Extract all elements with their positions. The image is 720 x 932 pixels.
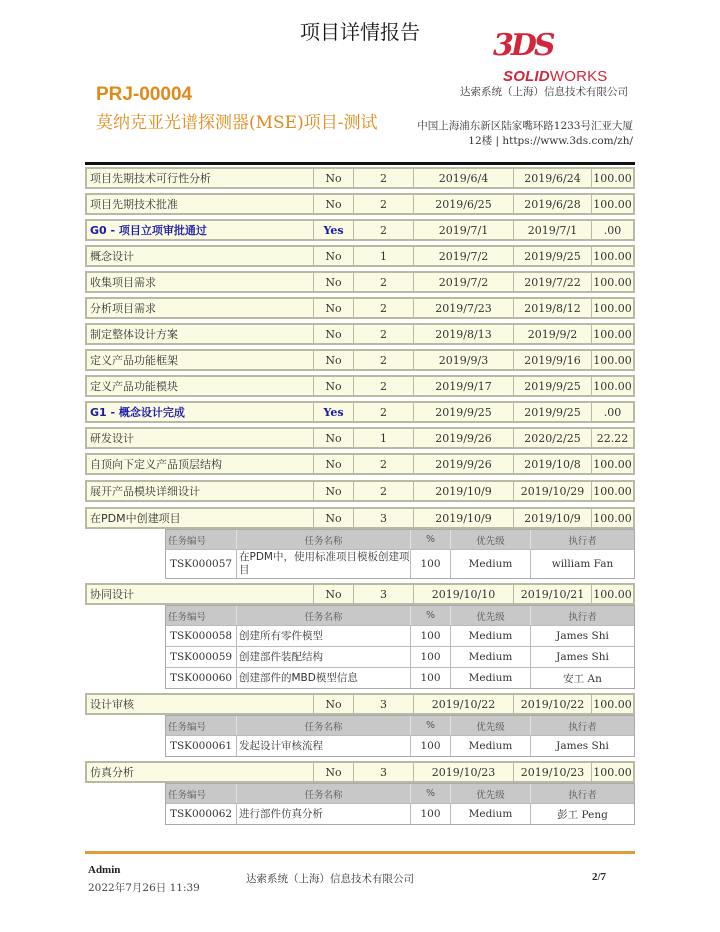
phase-milestone: No <box>314 482 354 500</box>
phase-row <box>85 349 635 371</box>
task-col-name: 任务名称 <box>237 530 411 549</box>
phase-percent: 100.00 <box>593 765 632 779</box>
phase-percent: 100.00 <box>593 379 632 393</box>
task-owner: James Shi <box>556 740 609 752</box>
phase-start-date: 2019/6/25 <box>414 195 514 213</box>
phase-percent: 100.00 <box>593 197 632 211</box>
task-col-owner: 执行者 <box>568 789 597 801</box>
phase-name: G1 - 概念设计完成 <box>87 403 314 421</box>
phase-start-date: 2019/9/25 <box>414 403 514 421</box>
task-id: TSK000062 <box>166 804 237 824</box>
task-col-pct: % <box>411 606 451 625</box>
phase-start-date: 2019/9/26 <box>414 455 514 473</box>
project-id: PRJ-00004 <box>96 84 193 105</box>
task-percent: 100 <box>411 550 451 578</box>
phase-start-date: 2019/9/3 <box>414 351 514 369</box>
phase-start-date: 2019/7/2 <box>414 247 514 265</box>
task-header-row <box>166 530 634 549</box>
task-row <box>166 735 634 756</box>
phase-level: 2 <box>354 482 414 500</box>
task-row <box>166 625 634 646</box>
task-col-pct: % <box>411 530 451 549</box>
task-owner: 安工 An <box>563 672 602 685</box>
phase-name: G0 - 项目立项审批通过 <box>87 221 314 239</box>
task-percent: 100 <box>411 736 451 756</box>
phase-level: 2 <box>354 351 414 369</box>
phase-milestone: No <box>314 299 354 317</box>
task-col-pct: % <box>411 784 451 803</box>
phase-level: 3 <box>354 585 414 603</box>
footer-user: Admin <box>88 864 121 876</box>
task-name: 在PDM中，使用标准项目模板创建项目 <box>239 551 410 576</box>
phase-percent: 100.00 <box>593 457 632 471</box>
task-col-name: 任务名称 <box>237 606 411 625</box>
phase-row <box>85 193 635 215</box>
phase-percent: 100.00 <box>593 171 632 185</box>
task-col-priority: 优先级 <box>451 784 531 803</box>
phase-start-date: 2019/10/10 <box>414 585 514 603</box>
phase-start-date: 2019/10/22 <box>414 695 514 713</box>
phase-percent: .00 <box>603 223 622 237</box>
phase-milestone: No <box>314 763 354 781</box>
phase-row <box>85 453 635 475</box>
phase-percent: 100.00 <box>593 587 632 601</box>
header-divider <box>85 162 635 165</box>
phase-start-date: 2019/10/9 <box>414 509 514 527</box>
task-col-id: 任务编号 <box>166 784 237 803</box>
task-id: TSK000057 <box>166 550 237 578</box>
phase-level: 2 <box>354 221 414 239</box>
task-col-id: 任务编号 <box>166 606 237 625</box>
page-number: 2/7 <box>592 871 607 883</box>
phase-start-date: 2019/7/2 <box>414 273 514 291</box>
task-owner: william Fan <box>551 558 614 570</box>
phase-row <box>85 427 635 449</box>
footer-company: 达索系统（上海）信息技术有限公司 <box>246 873 414 885</box>
task-row <box>166 646 634 667</box>
phase-level: 2 <box>354 299 414 317</box>
phase-row <box>85 583 635 605</box>
phase-start-date: 2019/10/9 <box>414 482 514 500</box>
phase-percent: 100.00 <box>593 697 632 711</box>
phase-milestone: No <box>314 585 354 603</box>
phase-name: 协同设计 <box>87 585 314 603</box>
phase-milestone: No <box>314 169 354 187</box>
task-owner: James Shi <box>556 630 609 642</box>
phase-milestone: No <box>314 455 354 473</box>
phase-level: 2 <box>354 169 414 187</box>
phase-percent: 100.00 <box>593 353 632 367</box>
phase-level: 2 <box>354 273 414 291</box>
phase-percent: 100.00 <box>593 327 632 341</box>
phase-start-date: 2019/7/1 <box>414 221 514 239</box>
task-row <box>166 667 634 688</box>
phase-milestone: No <box>314 429 354 447</box>
phase-row <box>85 507 635 529</box>
phase-milestone: No <box>314 273 354 291</box>
footer-datetime: 2022年7月26日 11:39 <box>88 882 200 894</box>
phase-start-date: 2019/9/26 <box>414 429 514 447</box>
task-priority: Medium <box>451 647 531 667</box>
footer-divider <box>85 851 635 854</box>
phase-level: 1 <box>354 247 414 265</box>
phase-percent: 100.00 <box>593 511 632 525</box>
task-col-id: 任务编号 <box>166 716 237 735</box>
phase-level: 3 <box>354 509 414 527</box>
phase-name: 分析项目需求 <box>87 299 314 317</box>
task-owner: 彭工 Peng <box>557 808 608 821</box>
phase-name: 收集项目需求 <box>87 273 314 291</box>
task-subtable <box>165 605 635 689</box>
phase-end-date: 2019/10/8 <box>514 455 592 473</box>
task-name: 创建所有零件模型 <box>237 626 411 646</box>
phase-level: 3 <box>354 695 414 713</box>
task-name: 创建部件的MBD模型信息 <box>237 668 411 688</box>
phase-row <box>85 167 635 189</box>
phase-milestone: No <box>314 325 354 343</box>
phase-start-date: 2019/7/23 <box>414 299 514 317</box>
phase-row <box>85 245 635 267</box>
phase-end-date: 2019/6/28 <box>514 195 592 213</box>
phase-end-date: 2019/9/25 <box>514 377 592 395</box>
phase-start-date: 2019/8/13 <box>414 325 514 343</box>
phase-level: 1 <box>354 429 414 447</box>
phase-end-date: 2019/9/2 <box>514 325 592 343</box>
task-percent: 100 <box>411 626 451 646</box>
task-priority: Medium <box>451 804 531 824</box>
phase-name: 项目先期技术可行性分析 <box>87 169 314 187</box>
phase-end-date: 2019/10/29 <box>514 482 592 500</box>
phase-row <box>85 271 635 293</box>
phase-name: 自顶向下定义产品顶层结构 <box>87 455 314 473</box>
company-name: 达索系统（上海）信息技术有限公司 <box>460 86 628 98</box>
task-col-owner: 执行者 <box>568 721 597 733</box>
phase-start-date: 2019/6/4 <box>414 169 514 187</box>
phase-milestone: No <box>314 377 354 395</box>
task-subtable <box>165 715 635 757</box>
phase-name: 展开产品模块详细设计 <box>87 482 314 500</box>
task-id: TSK000061 <box>166 736 237 756</box>
phase-name: 设计审核 <box>87 695 314 713</box>
phase-percent: 100.00 <box>593 249 632 263</box>
phase-name: 概念设计 <box>87 247 314 265</box>
report-title: 项目详情报告 <box>300 20 420 44</box>
task-col-owner: 执行者 <box>568 611 597 623</box>
task-col-name: 任务名称 <box>237 784 411 803</box>
task-priority: Medium <box>451 668 531 688</box>
phase-level: 2 <box>354 195 414 213</box>
task-id: TSK000059 <box>166 647 237 667</box>
company-address <box>417 119 633 149</box>
address-line-1: 中国上海浦东新区陆家嘴环路1233号汇亚大厦 <box>417 120 633 132</box>
task-col-id: 任务编号 <box>166 530 237 549</box>
task-priority: Medium <box>451 736 531 756</box>
phase-milestone: No <box>314 247 354 265</box>
3ds-logo-icon: 3DS <box>493 28 553 63</box>
phase-start-date: 2019/9/17 <box>414 377 514 395</box>
phase-end-date: 2019/10/23 <box>514 763 592 781</box>
phase-level: 2 <box>354 455 414 473</box>
task-subtable <box>165 529 635 579</box>
task-name: 创建部件装配结构 <box>237 647 411 667</box>
task-subtable <box>165 783 635 825</box>
phase-name: 制定整体设计方案 <box>87 325 314 343</box>
phase-milestone: No <box>314 695 354 713</box>
phase-level: 2 <box>354 377 414 395</box>
task-percent: 100 <box>411 668 451 688</box>
task-header-row <box>166 716 634 735</box>
phase-milestone: Yes <box>314 403 354 421</box>
task-id: TSK000058 <box>166 626 237 646</box>
task-row <box>166 803 634 824</box>
phase-end-date: 2019/9/25 <box>514 403 592 421</box>
task-percent: 100 <box>411 804 451 824</box>
task-col-priority: 优先级 <box>451 530 531 549</box>
task-percent: 100 <box>411 647 451 667</box>
phase-row <box>85 693 635 715</box>
task-name: 发起设计审核流程 <box>237 736 411 756</box>
phase-name: 项目先期技术批准 <box>87 195 314 213</box>
task-col-priority: 优先级 <box>451 716 531 735</box>
phase-percent: .00 <box>603 405 622 419</box>
task-col-pct: % <box>411 716 451 735</box>
address-line-2: 12楼 | https://www.3ds.com/zh/ <box>468 135 633 147</box>
solidworks-wordmark: SOLIDWORKS <box>503 68 608 85</box>
phase-end-date: 2019/8/12 <box>514 299 592 317</box>
project-name: 莫纳克亚光谱探测器(MSE)项目-测试 <box>96 113 378 133</box>
phase-row <box>85 375 635 397</box>
phase-name: 定义产品功能模块 <box>87 377 314 395</box>
task-header-row <box>166 784 634 803</box>
task-col-owner: 执行者 <box>568 535 597 547</box>
task-priority: Medium <box>451 626 531 646</box>
phase-milestone: No <box>314 509 354 527</box>
phase-percent: 100.00 <box>593 275 632 289</box>
phase-row <box>85 480 635 502</box>
phase-milestone: Yes <box>314 221 354 239</box>
phase-end-date: 2019/10/9 <box>514 509 592 527</box>
task-row <box>166 549 634 578</box>
phase-end-date: 2019/10/22 <box>514 695 592 713</box>
phase-milestone: No <box>314 195 354 213</box>
phase-level: 2 <box>354 403 414 421</box>
task-owner: James Shi <box>556 651 609 663</box>
task-name: 进行部件仿真分析 <box>237 804 411 824</box>
phase-end-date: 2019/9/16 <box>514 351 592 369</box>
phase-percent: 22.22 <box>596 431 629 445</box>
phase-start-date: 2019/10/23 <box>414 763 514 781</box>
phase-level: 2 <box>354 325 414 343</box>
phase-percent: 100.00 <box>593 301 632 315</box>
phase-row <box>85 761 635 783</box>
phase-name: 仿真分析 <box>87 763 314 781</box>
phase-name: 在PDM中创建项目 <box>87 509 314 527</box>
phase-end-date: 2019/7/22 <box>514 273 592 291</box>
phase-level: 3 <box>354 763 414 781</box>
phase-name: 定义产品功能框架 <box>87 351 314 369</box>
phase-row <box>85 401 635 423</box>
phase-row <box>85 297 635 319</box>
task-priority: Medium <box>451 550 531 578</box>
phase-end-date: 2019/10/21 <box>514 585 592 603</box>
phase-percent: 100.00 <box>593 484 632 498</box>
phase-row <box>85 219 635 241</box>
phase-end-date: 2019/9/25 <box>514 247 592 265</box>
phase-name: 研发设计 <box>87 429 314 447</box>
task-header-row <box>166 606 634 625</box>
phase-milestone: No <box>314 351 354 369</box>
phase-row <box>85 323 635 345</box>
task-id: TSK000060 <box>166 668 237 688</box>
task-col-name: 任务名称 <box>237 716 411 735</box>
phase-end-date: 2019/7/1 <box>514 221 592 239</box>
phase-end-date: 2019/6/24 <box>514 169 592 187</box>
task-col-priority: 优先级 <box>451 606 531 625</box>
phase-end-date: 2020/2/25 <box>514 429 592 447</box>
